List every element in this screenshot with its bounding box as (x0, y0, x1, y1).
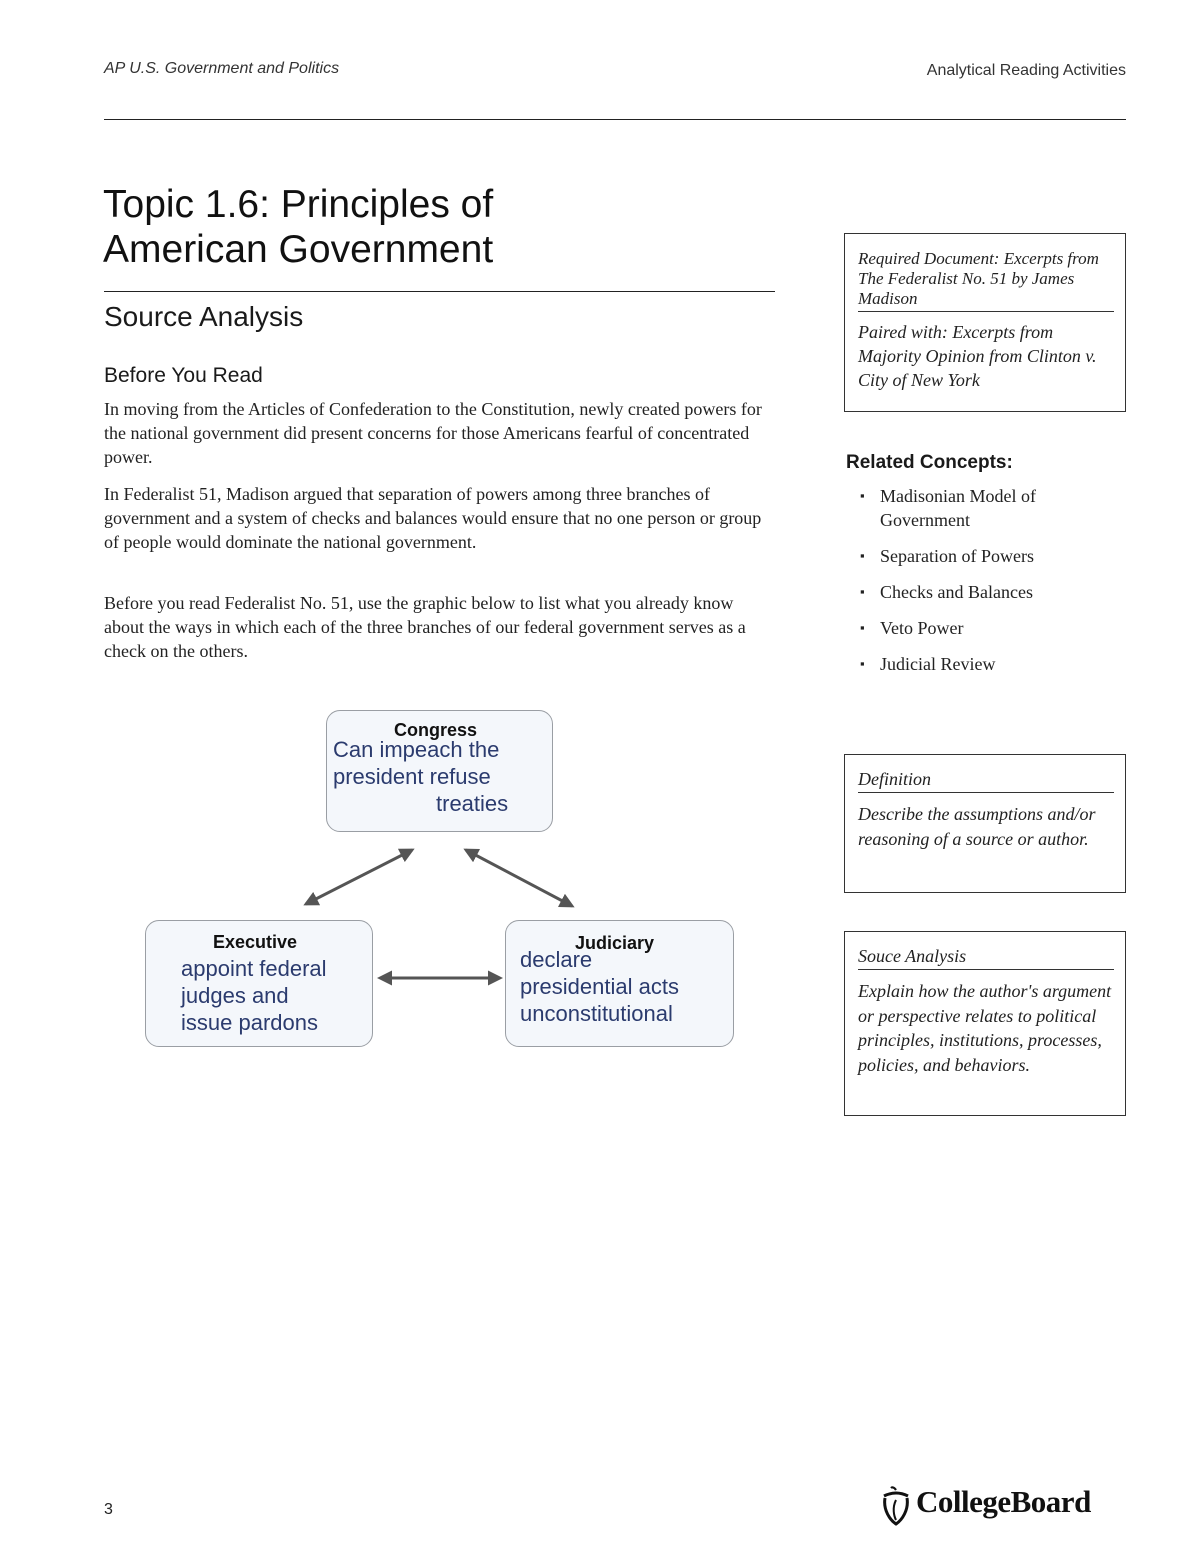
definition-heading: Definition (858, 769, 1114, 793)
judiciary-title: Judiciary (575, 933, 655, 953)
required-document-box (844, 233, 1126, 412)
source-analysis-body: Explain how the author's argument or perspective relates to political principles, institutions, processes, policies, and behaviors. (858, 981, 1112, 1075)
paragraph-federalist: In Federalist 51, Madison argued that separation of powers among three branches of government and a system of checks and balances would ensure that no one person or group of people would dominate the national government. (104, 484, 762, 552)
required-document-text: Required Document: Excerpts from The Federalist No. 51 by James Madison (858, 249, 1114, 312)
congress-answer-line: president refuse (333, 764, 491, 789)
list-item: ▪ Veto Power (860, 616, 1110, 640)
judiciary-answer-line: declare (520, 947, 593, 972)
running-header-section: Analytical Reading Activities (926, 62, 1126, 79)
executive-title: Executive (213, 932, 298, 952)
list-item: ▪ Checks and Balances (860, 580, 1110, 604)
list-item: ▪ Madisonian Model of Government (860, 484, 1110, 532)
executive-node[interactable] (145, 920, 373, 1047)
source-analysis-heading: Souce Analysis (858, 946, 1114, 970)
congress-node[interactable] (326, 710, 553, 832)
executive-answer-line: judges and (181, 983, 289, 1008)
judiciary-answer-line: unconstitutional (520, 1001, 673, 1026)
arrow-congress-executive (306, 850, 412, 904)
executive-answer-line: appoint federal (181, 956, 327, 981)
header-divider (104, 119, 1126, 120)
title-divider (104, 291, 775, 292)
definition-box (844, 754, 1126, 893)
paragraph-intro: In moving from the Articles of Confederation to the Constitution, newly created powers for the national government did present concerns for those Americans fearful of concentrated power. (104, 399, 762, 467)
list-item: ▪ Judicial Review (860, 652, 1110, 676)
related-concepts-list (860, 484, 1110, 688)
definition-body: Describe the assumptions and/or reasoning of a source or author. (858, 804, 1096, 849)
list-item: ▪ Separation of Powers (860, 544, 1110, 568)
source-analysis-box (844, 931, 1126, 1116)
judiciary-node[interactable] (505, 920, 734, 1047)
section-heading: Source Analysis (104, 301, 304, 332)
congress-answer-line: treaties (436, 791, 509, 816)
executive-answer-line: issue pardons (181, 1010, 318, 1035)
running-header-course: AP U.S. Government and Politics (104, 60, 340, 77)
paired-document-text: Paired with: Excerpts from Majority Opinion from Clinton v. City of New York (858, 322, 1097, 390)
acorn-icon (880, 1486, 912, 1526)
related-concepts-heading: Related Concepts: (846, 452, 1013, 473)
arrow-congress-judiciary (466, 850, 572, 906)
congress-title: Congress (394, 720, 478, 740)
page-title: Topic 1.6: Principles of American Government (103, 183, 494, 271)
collegeboard-logo (880, 1484, 1128, 1528)
judiciary-answer-line: presidential acts (520, 974, 679, 999)
logo-wordmark: CollegeBoard (916, 1484, 1091, 1519)
page-number: 3 (104, 1501, 113, 1518)
before-you-read-heading: Before You Read (104, 364, 263, 387)
congress-answer-line: Can impeach the (333, 737, 500, 762)
paragraph-instructions: Before you read Federalist No. 51, use the graphic below to list what you already know about the ways in which each of the three branches of our federal government serves as a check on the others. (104, 593, 746, 661)
